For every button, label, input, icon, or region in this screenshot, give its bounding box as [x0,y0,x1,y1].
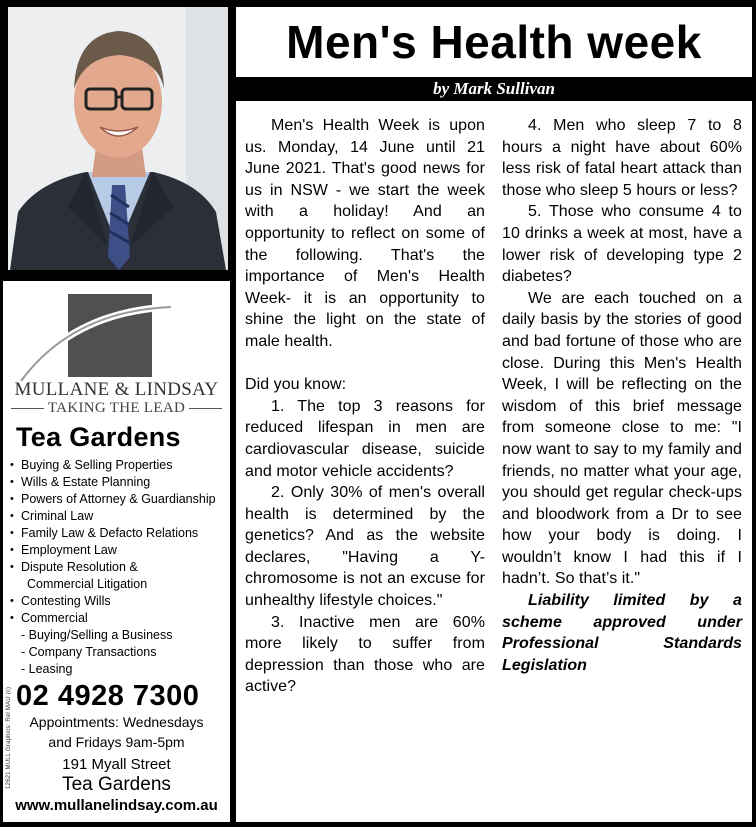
firm-name: MULLANE & LINDSAY [14,379,219,400]
article-paragraph: 1. The top 3 reasons for reduced lifespan in men are cardiovascular disease, suicide and motor vehicle accidents? [245,397,485,480]
article-paragraph: 3. Inactive men are 60% more likely to suffer from depression than those who are active? [245,613,485,696]
article-paragraph: We are each touched on a daily basis by the stories of good and bad fortune of those who are close. During this Men's Health Week, I will be reflecting on the wisdom of this brief message from someone close to me: "I now want to say to my family and friends, no matter what your age, you should get regular check-ups and bloodwork from a Dr to see how your body is doing. I wouldn’t know I had this if I hadn’t. So that’s it." [502,289,742,588]
ad-credit: 12621 MULL Graphics: Rel MAU (c) [6,686,12,789]
service-item: • Employment Law [9,542,229,559]
address-town: Tea Gardens [62,774,171,795]
article-paragraph: 2. Only 30% of men's overall health is determined by the genetics? And as the website declares, "Having a Y-chromosome is not an excuse for unhealthy lifestyle choices." [245,484,485,610]
article-body [236,101,752,822]
services-list [9,457,229,678]
appointments-line: and Fridays 9am-5pm [48,734,185,750]
liability-disclaimer: Liability limited by a scheme approved under Professional Standards Legislation [502,592,742,674]
sub-service-item: - Buying/Selling a Business [21,628,173,642]
service-item: • Contesting Wills [9,593,229,610]
article-paragraph: 4. Men who sleep 7 to 8 hours a night have about 60% less risk of fatal heart attack than those who sleep 5 hours or less? [502,117,742,199]
article-paragraph: Men's Health Week is upon us. Monday, 14 June until 21 June 2021. That's good news for us in NSW - we start the week with a holiday! And an opportunity to reflect on some of the following. That's the importance of Men's Health Week- it is an opportunity to shine the light on the state of male health. [245,117,485,350]
article-paragraph: 5. Those who consume 4 to 10 drinks a week at most, have a lower risk of developing type 2 diabetes? [502,203,742,286]
phone-number[interactable]: 02 4928 7300 [16,680,200,712]
tagline-rule-left [11,408,44,410]
law-firm-advertisement [3,281,230,822]
article-headline: Men's Health week [286,16,702,68]
article-byline: by Mark Sullivan [433,79,555,98]
portrait-photo [8,7,228,270]
tagline-row [11,400,222,417]
service-item: • Family Law & Defacto Relations [9,525,229,542]
article-column-1 [245,115,485,698]
service-item: • Criminal Law [9,508,229,525]
appointments-line: Appointments: Wednesdays [29,714,204,730]
headline-box [236,7,752,77]
service-item: • Wills & Estate Planning [9,474,229,491]
service-item: • Commercial [9,610,229,627]
firm-tagline: TAKING THE LEAD [47,400,186,416]
sub-service-item: - Leasing [21,662,73,676]
author-photo [8,7,228,270]
service-item: • Buying & Selling Properties [9,457,229,474]
article-paragraph: Did you know: [245,376,347,394]
appointments-info [3,712,230,752]
ad-town-heading: Tea Gardens [16,422,181,452]
firm-logo-icon [3,291,230,386]
website-link[interactable]: www.mullanelindsay.com.au [15,797,218,814]
article-column-2 [502,115,742,676]
service-item: • Dispute Resolution & [9,559,229,576]
street-address: 191 Myall Street [62,756,171,773]
sub-service-item: - Company Transactions [21,645,157,659]
tagline-rule-right [189,408,222,410]
service-item-continued: Commercial Litigation [27,577,148,591]
service-item: • Powers of Attorney & Guardianship [9,491,229,508]
